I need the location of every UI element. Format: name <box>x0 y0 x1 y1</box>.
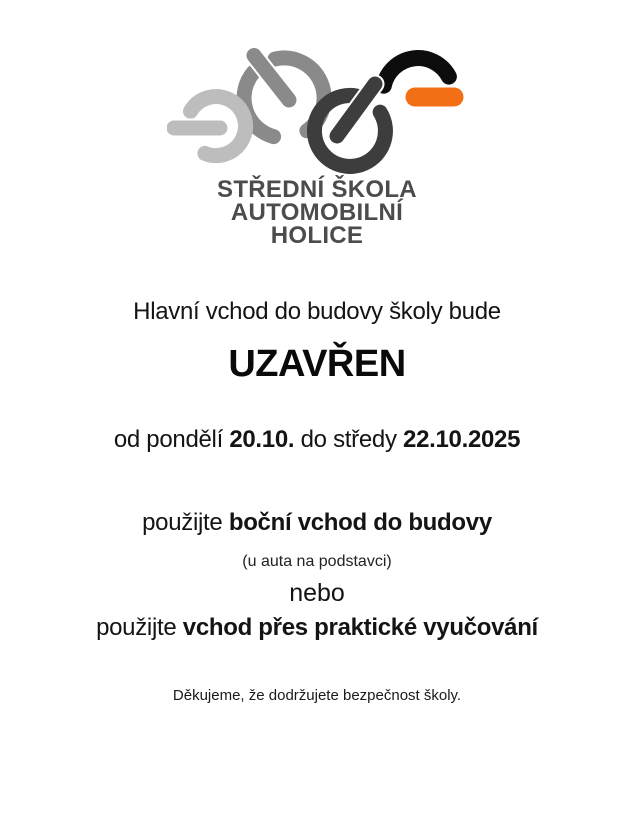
school-logo-icon <box>167 38 467 178</box>
option-2-prefix: použijte <box>96 614 183 641</box>
gauge-black-arc <box>384 58 449 86</box>
date-from: 20.10. <box>229 426 295 453</box>
option-2-entrance: vchod přes praktické vyučování <box>182 614 538 641</box>
notice-date-line <box>0 425 634 455</box>
notice-intro-line: Hlavní vchod do budovy školy bude <box>133 298 501 325</box>
notice-separator-or: nebo <box>289 579 345 607</box>
school-name-line-2: AUTOMOBILNÍ <box>230 199 404 226</box>
date-middle: do středy <box>294 426 404 453</box>
school-name-line-1: STŘEDNÍ ŠKOLA <box>217 176 417 203</box>
option-1-entrance: boční vchod do budovy <box>228 509 492 536</box>
notice-option-1-note: (u auta na podstavci) <box>242 553 392 570</box>
notice-page <box>0 38 634 831</box>
option-1-prefix: použijte <box>142 509 229 536</box>
notice-footer-thanks: Děkujeme, že dodržujete bezpečnost školy. <box>172 687 462 704</box>
date-to: 22.10.2025 <box>403 426 521 453</box>
notice-status-closed: UZAVŘEN <box>228 343 406 385</box>
notice-option-2 <box>0 613 634 643</box>
school-name-line-3: HOLICE <box>270 222 364 249</box>
date-prefix: od pondělí <box>113 426 230 453</box>
school-name <box>0 178 634 247</box>
notice-option-1 <box>0 508 634 538</box>
